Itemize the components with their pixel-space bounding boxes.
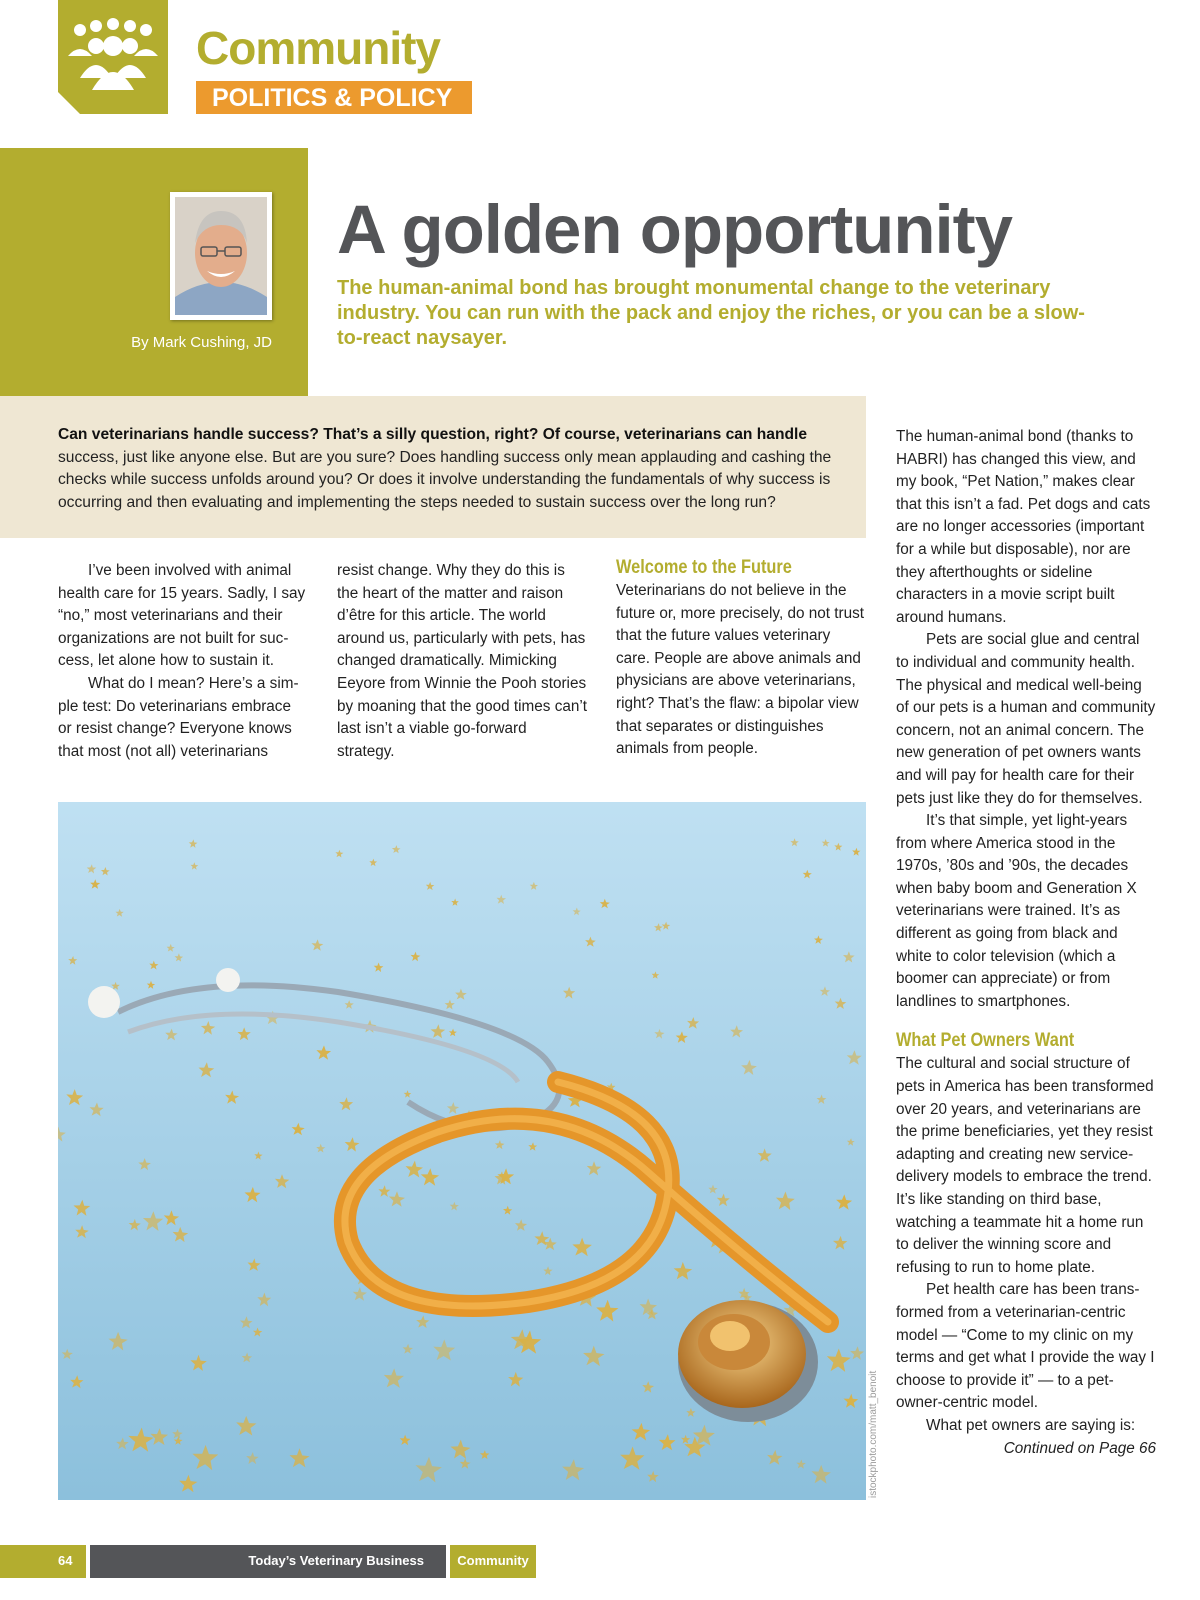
column-4 [896, 426, 1156, 1460]
byline: By Mark Cushing, JD [131, 334, 272, 351]
badge-fold [58, 92, 80, 114]
footer-section-name: Community [457, 1553, 529, 1568]
column-1 [58, 560, 308, 763]
magazine-name: Today’s Veterinary Business [248, 1553, 424, 1568]
intro-paragraph [58, 424, 848, 514]
paragraph: What do I mean? Here’s a simple test: Do veterinarians embrace or resist change? Everyone knows that most (not all) veterinarians [58, 674, 299, 760]
paragraph: Veterinarians do not believe in the future or, more precisely, do not trust that the future values veterinary care. People are above animals and physicians are above veterinarians, right? That’s the flaw: a bipolar view that separates or distinguishes animals from people. [616, 582, 864, 758]
paragraph: What pet owners are saying is: [926, 1416, 1136, 1434]
intro-lead: Can veterinarians handle success? That’s a silly question, right? Of course, veterinarians can handle [58, 426, 808, 443]
photo-credit: istockphoto.com/matt_benoit [868, 1370, 879, 1498]
intro-rest: success, just like anyone else. But are you sure? Does handling success only mean applauding and cashing the checks while success unfolds around you? Or does it involve understanding the fundamentals of why success is occurring and then evaluating and implementing the steps needed to sustain success over the long run? [58, 448, 832, 511]
paragraph: Pet health care has been transformed from a veterinarian-centric model — “Come to my clinic on my terms and get what I provide the way I choose to provide it” — to a pet-owner-centric model. [896, 1281, 1155, 1412]
page-number: 64 [58, 1553, 73, 1568]
section-title: Community [196, 22, 440, 74]
community-people-icon [66, 16, 160, 90]
deck: The human-animal bond has brought monumental change to the veterinary industry. You can run with the pack and enjoy the riches, or you can be a slow-to-react naysayer. [337, 277, 1085, 349]
stethoscope-photo [58, 802, 866, 1500]
paragraph: The cultural and social structure of pets in America has been transformed over 20 years, and veterinarians are the prime beneficiaries, yet they resist adapting and creating new service-delivery models to embrace the trend. It’s like standing on third base, watching a teammate hit a home run to deliver the winning score and refusing to run to home plate. [896, 1055, 1154, 1276]
paragraph: Pets are social glue and central to individual and community health. The physical and medical well-being of our pets is a human and community concern, not an animal concern. The new generation of pet owners wants and will pay for health care for their pets just like they do for themselves. [896, 631, 1156, 807]
paragraph: resist change. Why they do this is the heart of the matter and raison d’être for this article. The world around us, particularly with pets, has changed dramatically. Mimicking Eeyore from Winnie the Pooh stories by moaning that the good times can’t last isn’t a viable go-forward strategy. [337, 562, 588, 760]
headline: A golden opportunity [337, 191, 1012, 268]
section-subtitle: POLITICS & POLICY [212, 84, 453, 112]
column-3 [616, 556, 866, 761]
author-photo [175, 197, 267, 315]
subhead-pet-owners: What Pet Owners Want [896, 1030, 1075, 1052]
paragraph: I’ve been involved with animal health care for 15 years. Sadly, I say “no,” most veterinarians and their organizations are not built for success, let alone how to sustain it. [58, 562, 306, 670]
footer-page-bar [0, 1545, 86, 1578]
column-2 [337, 560, 587, 763]
subhead-welcome: Welcome to the Future [616, 557, 792, 578]
paragraph: The human-animal bond (thanks to HABRI) has changed this view, and my book, “Pet Nation,” makes clear that this isn’t a fad. Pet dogs and cats are no longer accessories (important for a while but disposable), nor are they afterthoughts or sideline characters in a movie script built around humans. [896, 428, 1151, 626]
continued-note: Continued on Page 66 [1003, 1439, 1156, 1457]
paragraph: It’s that simple, yet light-years from where America stood in the 1970s, ’80s and ’90s, the decades when baby boom and Generation X veterinarians were trained. It’s as different as going from black and white to color television (which a boomer can appreciate) or from landlines to smartphones. [896, 812, 1137, 1010]
